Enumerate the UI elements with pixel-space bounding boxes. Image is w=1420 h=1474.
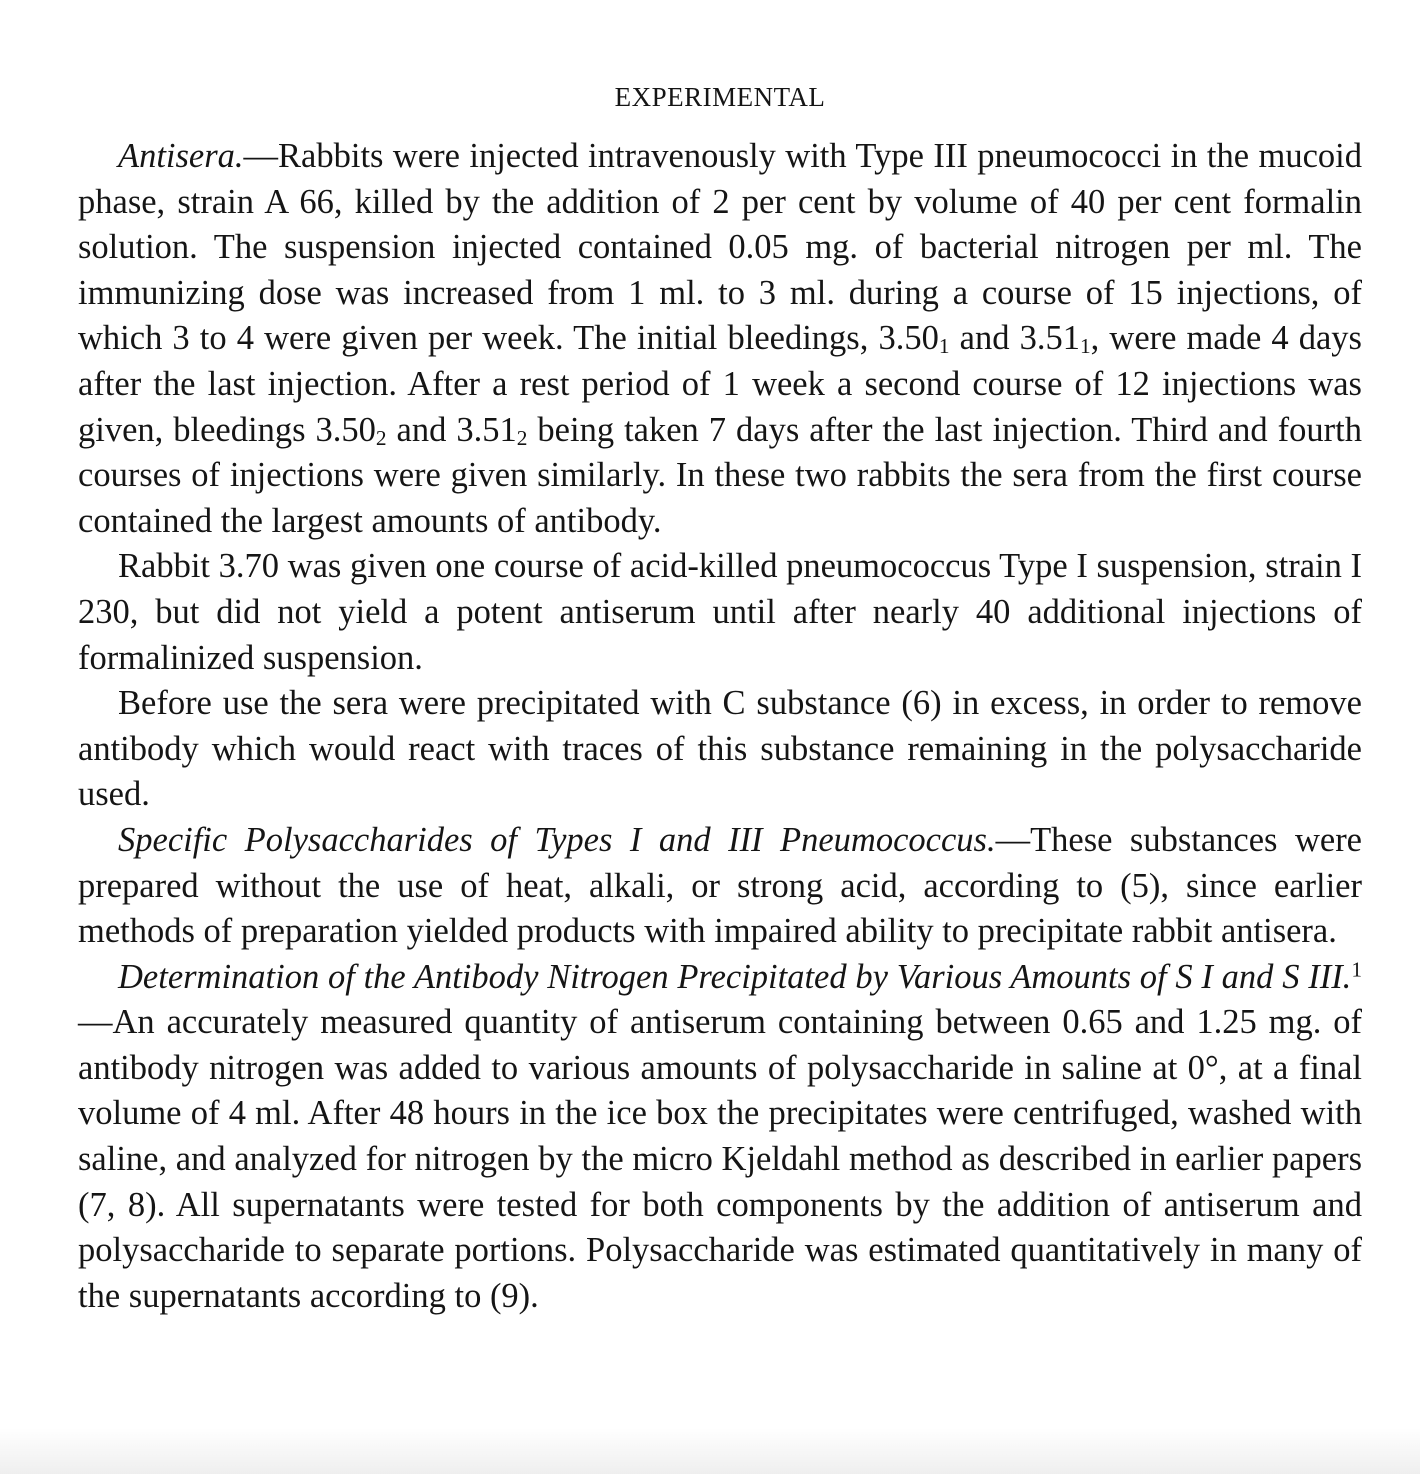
paragraph-text: , were made 4 days after the last injection. After a rest period of 1 week a second course of 12 injections was given, bleedings 3.50 (78, 319, 1362, 449)
section-heading: EXPERIMENTAL (614, 82, 826, 112)
paragraph-antibody-nitrogen (78, 955, 1362, 1320)
paragraph-text: —Rabbits were injected intravenously with Type III pneumococci in the mucoid phase, strain A 66, killed by the addition of 2 per cent by volume of 40 per cent formalin solution. The suspension injected contained 0.05 mg. of bacterial nitrogen per ml. The immunizing dose was increased from 1 ml. to 3 ml. during a course of 15 injections, of which 3 to 4 were given per week. The initial bleedings, 3.50 (78, 137, 1362, 358)
paragraph-text: being taken 7 days after the last injection. Third and fourth courses of injections were given similarly. In these two rabbits the sera from the first course contained the largest amounts of antibody. (78, 410, 1362, 540)
paragraph-text: —These substances were prepared without the use of heat, alkali, or strong acid, according to (5), since earlier methods of preparation yielded products with impaired ability to precipitate rabbit antisera. (78, 820, 1362, 951)
paragraph-specific-polysaccharides (78, 818, 1362, 955)
paragraph-lead: Antisera. (118, 137, 244, 175)
paragraph-text: —An accurately measured quantity of antiserum containing between 0.65 and 1.25 mg. of antibody nitrogen was added to various amounts of polysaccharide in saline at 0°, at a final volume of 4 ml. After 48 hours in the ice box the precipitates were centrifuged, washed with saline, and analyzed for nitrogen by the micro Kjeldahl method as described in earlier papers (7, 8). All supernatants were tested for both components by the addition of antiserum and polysaccharide to separate portions. Polysaccharide was estimated quantitatively in many of the supernatants according to (9). (78, 1003, 1362, 1315)
subscript: 2 (375, 425, 387, 450)
footnote-marker: 1 (1351, 956, 1362, 981)
paragraph-rabbit-370 (78, 544, 1362, 681)
paragraph-text: and 3.51 (386, 410, 517, 449)
paragraph-lead: Determination of the Antibody Nitrogen Precipitated by Various Amounts of S I and S III. (118, 957, 1352, 996)
subscript: 1 (938, 334, 950, 359)
paragraph-lead: Specific Polysaccharides of Types I and III Pneumococcus. (118, 820, 996, 859)
document-page (78, 80, 1362, 1319)
paragraph-text: Rabbit 3.70 was given one course of acid-killed pneumococcus Type I suspension, strain I 230, but did not yield a potent antiserum until after nearly 40 additional injections of formalinized suspension. (78, 547, 1362, 677)
paragraph-antisera (78, 134, 1362, 544)
paragraph-text: Before use the sera were precipitated with C substance (6) in excess, in order to remove antibody which would react with traces of this substance remaining in the polysaccharide used. (78, 684, 1362, 814)
page-bottom-shadow (0, 1428, 1420, 1474)
paragraph-sera-precipitation (78, 681, 1362, 818)
subscript: 2 (516, 425, 528, 450)
paragraph-text: and 3.51 (949, 319, 1080, 358)
subscript: 1 (1079, 334, 1091, 359)
